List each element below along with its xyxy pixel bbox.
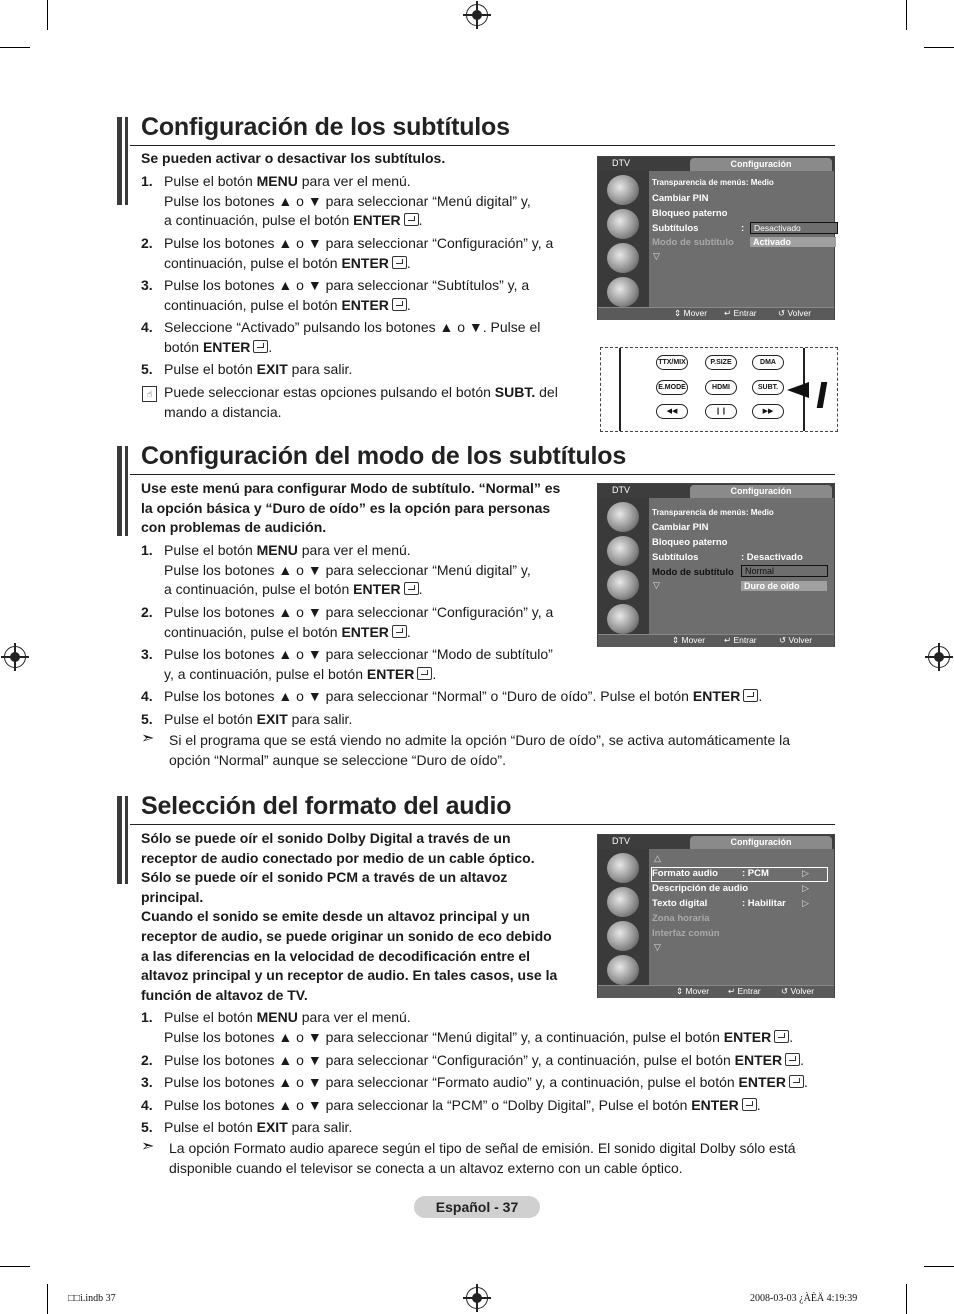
step-text: Pulse el botón EXIT para salir. bbox=[164, 1119, 353, 1135]
osd-sidebar bbox=[598, 849, 649, 985]
note-arrow-icon: ➣ bbox=[141, 1138, 155, 1155]
osd-footer bbox=[598, 634, 834, 647]
osd-row[interactable]: Modo de subtítulo bbox=[652, 567, 734, 578]
step-number: 4. bbox=[141, 1097, 153, 1113]
enter-icon bbox=[417, 667, 432, 680]
osd-hint-enter: ↵ Entrar bbox=[724, 308, 757, 318]
section-bar bbox=[125, 117, 128, 205]
osd-dtv-label: DTV bbox=[612, 485, 630, 495]
enter-icon bbox=[392, 298, 407, 311]
step-number: 5. bbox=[141, 361, 153, 377]
remote-control-illustration bbox=[600, 347, 838, 432]
down-arrow-icon: ▽ bbox=[653, 580, 660, 590]
step-text: continuación, pulse el botón ENTER . bbox=[164, 254, 411, 271]
osd-row[interactable]: Modo de subtítulo bbox=[652, 237, 734, 248]
osd-row[interactable]: Interfaz común bbox=[652, 928, 720, 939]
step-number: 4. bbox=[141, 319, 153, 335]
osd-sidebar bbox=[598, 171, 649, 307]
down-arrow-icon: ▽ bbox=[654, 942, 661, 952]
picture-icon bbox=[607, 175, 639, 205]
step-number: 3. bbox=[141, 1074, 153, 1090]
osd-row[interactable]: Descripción de audio bbox=[652, 883, 749, 894]
osd-row[interactable]: Subtítulos bbox=[652, 552, 699, 563]
section-bar bbox=[125, 446, 128, 536]
osd-hint-back: ↺ Volver bbox=[778, 308, 812, 318]
pause-button[interactable]: ❙❙ bbox=[705, 404, 737, 419]
step-text: Pulse los botones ▲ o ▼ para seleccionar “Normal” o “Duro de oído”. Pulse el botón ENTER . bbox=[164, 688, 763, 704]
note-arrow-icon: ➣ bbox=[141, 730, 155, 747]
subt-button[interactable]: SUBT. bbox=[752, 380, 784, 395]
section-bar bbox=[125, 796, 128, 884]
step-text: a continuación, pulse el botón ENTER . bbox=[164, 581, 423, 598]
hdmi-button[interactable]: HDMI bbox=[705, 380, 737, 395]
osd-footer bbox=[598, 985, 834, 998]
intro-line: con problemas de audición. bbox=[141, 519, 327, 536]
note-text: La opción Formato audio aparece según el tipo de señal de emisión. El sonido digital Dolby sólo está bbox=[169, 1140, 796, 1156]
note-text: opción “Normal” aunque se seleccione “Duro de oído”. bbox=[169, 751, 506, 768]
step-number: 2. bbox=[141, 1052, 153, 1068]
section-title: Configuración de los subtítulos bbox=[141, 113, 510, 141]
osd-dtv-label: DTV bbox=[612, 158, 630, 168]
step-text: Pulse los botones ▲ o ▼ para seleccionar “Formato audio” y, a continuación, pulse el botón ENTER . bbox=[164, 1074, 808, 1090]
step-number: 4. bbox=[141, 688, 153, 704]
channel-icon bbox=[607, 921, 639, 951]
section-rule bbox=[130, 474, 835, 475]
osd-row[interactable]: Subtítulos bbox=[652, 223, 699, 234]
step-text: Pulse los botones ▲ o ▼ para seleccionar “Menú digital” y, a continuación, pulse el botón ENTER . bbox=[164, 1028, 794, 1045]
ttx-mix-button[interactable]: TTX/MIX bbox=[656, 355, 688, 370]
osd-footer bbox=[598, 307, 834, 320]
osd-menu-subtitles bbox=[597, 156, 835, 320]
osd-row[interactable]: Transparencia de menús: Medio bbox=[652, 508, 774, 517]
psize-button[interactable]: P.SIZE bbox=[705, 355, 737, 370]
osd-hint-move: ⇕ Mover bbox=[676, 986, 710, 996]
enter-icon bbox=[404, 213, 419, 226]
osd-row[interactable]: Bloqueo paterno bbox=[652, 537, 728, 548]
osd-tab: Configuración bbox=[690, 485, 832, 498]
dma-button[interactable]: DMA bbox=[752, 355, 784, 370]
right-arrow-icon: ▷ bbox=[802, 868, 809, 878]
crop-mark bbox=[0, 47, 30, 48]
osd-hint-enter: ↵ Entrar bbox=[728, 986, 761, 996]
osd-hint-move: ⇕ Mover bbox=[672, 635, 706, 645]
intro-line: Cuando el sonido se emite desde un altavoz principal y un bbox=[141, 908, 530, 925]
section-rule bbox=[130, 145, 835, 146]
down-arrow-icon: ▽ bbox=[653, 251, 660, 261]
intro-line: la opción básica y “Duro de oído” es la opción para personas bbox=[141, 499, 551, 516]
note-text: Puede seleccionar estas opciones pulsando el botón SUBT. del bbox=[164, 384, 558, 400]
osd-option[interactable]: Activado bbox=[750, 237, 836, 247]
registration-mark-icon bbox=[466, 1287, 488, 1309]
osd-row[interactable]: Cambiar PIN bbox=[652, 193, 709, 204]
crop-mark bbox=[47, 0, 48, 30]
step-text: Pulse el botón EXIT para salir. bbox=[164, 361, 353, 377]
enter-icon bbox=[404, 582, 419, 595]
step-text: continuación, pulse el botón ENTER . bbox=[164, 623, 411, 640]
crop-mark bbox=[924, 1266, 954, 1267]
registration-mark-icon bbox=[466, 4, 488, 26]
section-intro: Se pueden activar o desactivar los subtítulos. bbox=[141, 150, 446, 166]
osd-row[interactable]: Cambiar PIN bbox=[652, 522, 709, 533]
enter-icon bbox=[785, 1053, 800, 1066]
intro-line: principal. bbox=[141, 888, 204, 905]
step-number: 3. bbox=[141, 277, 153, 293]
rewind-button[interactable]: ◀◀ bbox=[656, 404, 688, 419]
osd-menu-subtitle-mode bbox=[597, 483, 835, 647]
step-number: 1. bbox=[141, 1009, 153, 1025]
step-text: Pulse el botón MENU para ver el menú. bbox=[164, 173, 411, 189]
section-rule bbox=[130, 824, 835, 825]
osd-hint-back: ↺ Volver bbox=[781, 986, 815, 996]
step-number: 1. bbox=[141, 542, 153, 558]
crop-mark bbox=[906, 1284, 907, 1314]
registration-mark-icon bbox=[4, 646, 26, 668]
step-text: Pulse el botón EXIT para salir. bbox=[164, 711, 353, 727]
crop-mark bbox=[906, 0, 907, 30]
section-bar bbox=[117, 117, 122, 205]
step-text: Pulse los botones ▲ o ▼ para seleccionar “Configuración” y, a bbox=[164, 604, 554, 620]
crop-mark bbox=[47, 1284, 48, 1314]
osd-current-value[interactable]: Desactivado bbox=[750, 222, 838, 234]
osd-option[interactable]: Duro de oído bbox=[741, 581, 827, 591]
note-text: Si el programa que se está viendo no admite la opción “Duro de oído”, se activa automáticamente la bbox=[169, 732, 791, 748]
channel-icon bbox=[607, 570, 639, 600]
step-text: Pulse los botones ▲ o ▼ para seleccionar la “PCM” o “Dolby Digital”, Pulse el botón ENTER . bbox=[164, 1097, 761, 1113]
osd-sidebar bbox=[598, 498, 649, 634]
intro-line: altavoz principal y un receptor de audio. En tales casos, use la bbox=[141, 967, 558, 984]
section-bar bbox=[117, 796, 122, 884]
step-text: continuación, pulse el botón ENTER . bbox=[164, 296, 411, 313]
osd-colon: : bbox=[741, 223, 745, 234]
pointer-arrow-icon bbox=[787, 382, 809, 398]
page-number-label: Español - 37 bbox=[414, 1196, 540, 1218]
osd-row[interactable]: Transparencia de menús: Medio bbox=[652, 178, 774, 187]
osd-hint-move: ⇕ Mover bbox=[674, 308, 708, 318]
registration-mark-icon bbox=[928, 646, 950, 668]
osd-row-value: : Desactivado bbox=[741, 552, 803, 563]
enter-icon bbox=[742, 1098, 757, 1111]
step-text: Pulse el botón MENU para ver el menú. bbox=[164, 542, 411, 558]
right-arrow-icon: ▷ bbox=[802, 898, 809, 908]
step-text: a continuación, pulse el botón ENTER . bbox=[164, 212, 423, 229]
intro-line: Use este menú para configurar Modo de subtítulo. “Normal” es bbox=[141, 480, 561, 496]
enter-icon bbox=[774, 1030, 789, 1043]
step-number: 3. bbox=[141, 646, 153, 662]
enter-icon bbox=[789, 1075, 804, 1088]
step-text: botón ENTER . bbox=[164, 338, 273, 355]
intro-line: a las diferencias en la velocidad de decodificación entre el bbox=[141, 947, 531, 964]
step-text: Pulse el botón MENU para ver el menú. bbox=[164, 1009, 411, 1025]
osd-menu-audio-format bbox=[597, 834, 835, 998]
enter-icon bbox=[392, 256, 407, 269]
section-title: Selección del formato del audio bbox=[141, 792, 512, 820]
channel-icon bbox=[607, 243, 639, 273]
picture-icon bbox=[607, 502, 639, 532]
intro-line: Sólo se puede oír el sonido Dolby Digital a través de un bbox=[141, 830, 511, 846]
step-text: Pulse los botones ▲ o ▼ para seleccionar “Configuración” y, a continuación, pulse el botón ENTER . bbox=[164, 1052, 805, 1068]
osd-hint-enter: ↵ Entrar bbox=[724, 635, 757, 645]
up-arrow-icon: △ bbox=[654, 853, 661, 863]
osd-tab: Configuración bbox=[690, 836, 832, 849]
step-number: 2. bbox=[141, 604, 153, 620]
note-text: disponible cuando el televisor se conecta a un altavoz externo con un cable óptico. bbox=[169, 1159, 683, 1176]
step-text: Pulse los botones ▲ o ▼ para seleccionar “Subtítulos” y, a bbox=[164, 277, 530, 293]
intro-line: receptor de audio conectado por medio de un cable óptico. bbox=[141, 849, 535, 866]
section-title: Configuración del modo de los subtítulos bbox=[141, 442, 627, 470]
pointer-bar bbox=[817, 382, 828, 408]
print-timestamp: 2008-03-03 ¿ÀÈÄ 4:19:39 bbox=[750, 1293, 858, 1304]
enter-icon bbox=[253, 340, 268, 353]
section-intro bbox=[141, 829, 557, 1005]
step-text: Pulse los botones ▲ o ▼ para seleccionar “Menú digital” y, bbox=[164, 192, 531, 209]
osd-row-value: : Habilitar bbox=[742, 898, 786, 909]
sound-icon bbox=[607, 209, 639, 239]
enter-icon bbox=[743, 689, 758, 702]
section-bar bbox=[117, 446, 122, 536]
setup-icon bbox=[607, 604, 639, 634]
fast-forward-button[interactable]: ▶▶ bbox=[752, 404, 784, 419]
osd-row[interactable]: Texto digital bbox=[652, 898, 708, 909]
sound-icon bbox=[607, 887, 639, 917]
osd-tab: Configuración bbox=[690, 158, 832, 171]
osd-row[interactable]: Zona horaria bbox=[652, 913, 710, 924]
step-number: 5. bbox=[141, 711, 153, 727]
step-number: 1. bbox=[141, 173, 153, 189]
step-number: 2. bbox=[141, 235, 153, 251]
note-text: mando a distancia. bbox=[164, 403, 282, 420]
emode-button[interactable]: E.MODE bbox=[656, 380, 688, 395]
step-number: 5. bbox=[141, 1119, 153, 1135]
osd-row-value: : PCM bbox=[742, 868, 769, 879]
intro-line: función de altavoz de TV. bbox=[141, 986, 308, 1003]
section-intro bbox=[141, 479, 560, 538]
picture-icon bbox=[607, 853, 639, 883]
intro-line: receptor de audio, se puede originar un sonido de eco debido bbox=[141, 927, 552, 944]
osd-dtv-label: DTV bbox=[612, 836, 630, 846]
setup-icon bbox=[607, 955, 639, 985]
setup-icon bbox=[607, 277, 639, 307]
right-arrow-icon: ▷ bbox=[802, 883, 809, 893]
print-file-info: □□i.indb 37 bbox=[68, 1293, 116, 1304]
enter-icon bbox=[392, 625, 407, 638]
step-text: Pulse los botones ▲ o ▼ para seleccionar “Modo de subtítulo” bbox=[164, 646, 553, 662]
intro-line: Sólo se puede oír el sonido PCM a través de un altavoz bbox=[141, 869, 508, 886]
osd-hint-back: ↺ Volver bbox=[779, 635, 813, 645]
crop-mark bbox=[924, 47, 954, 48]
step-text: Seleccione “Activado” pulsando los botones ▲ o ▼. Pulse el bbox=[164, 319, 541, 335]
step-text: Pulse los botones ▲ o ▼ para seleccionar “Configuración” y, a bbox=[164, 235, 554, 251]
osd-current-value[interactable]: Normal bbox=[741, 565, 828, 577]
crop-mark bbox=[0, 1266, 30, 1267]
osd-row[interactable]: Bloqueo paterno bbox=[652, 208, 728, 219]
sound-icon bbox=[607, 536, 639, 566]
step-text: y, a continuación, pulse el botón ENTER . bbox=[164, 665, 437, 682]
osd-row[interactable]: Formato audio bbox=[652, 868, 718, 879]
note-icon: ☝ bbox=[142, 386, 157, 402]
step-text: Pulse los botones ▲ o ▼ para seleccionar “Menú digital” y, bbox=[164, 561, 531, 578]
